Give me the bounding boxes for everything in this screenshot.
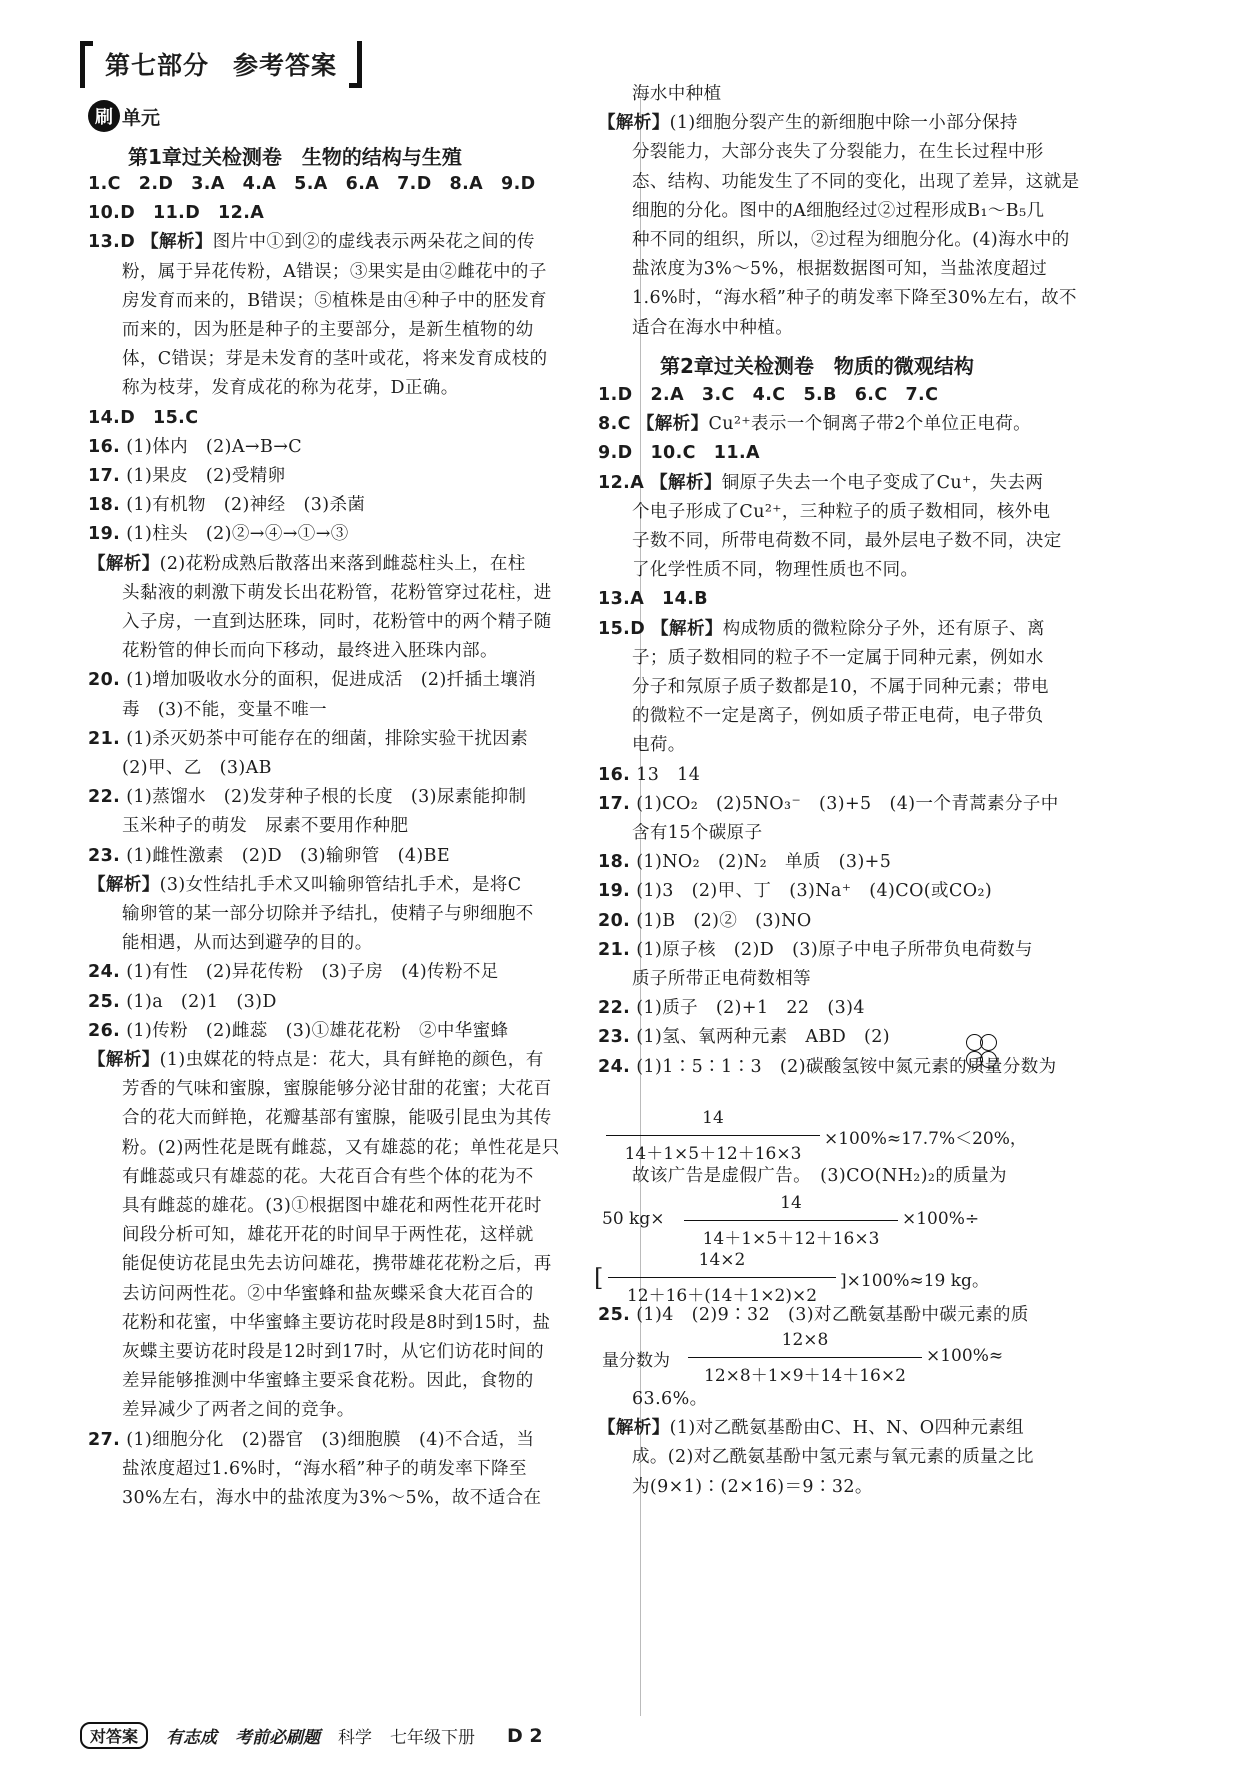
answer-line [122, 1455, 527, 1480]
molecule-diagram-icon [962, 1032, 1002, 1074]
answer-line [88, 462, 286, 487]
answer-line [122, 1134, 560, 1159]
formula-lead: 量分数为 [602, 1351, 670, 1371]
line-text: (1)体内 (2)A→B→C [126, 436, 303, 457]
line-text: 海水中种植 [632, 84, 722, 104]
numerator: 12×8 [781, 1330, 829, 1350]
formula-tail: ×100%≈ [926, 1346, 1004, 1366]
line-text: (1)有性 (2)异花传粉 (3)子房 (4)传粉不足 [126, 962, 499, 983]
line-text: (1)虫媒花的特点是：花大，具有鲜艳的颜色，有 [159, 1050, 544, 1070]
answer-line [598, 410, 1031, 435]
footer-brand: 有志成 [166, 1728, 218, 1748]
line-text: 含有15个碳原子 [632, 823, 763, 843]
question-number: 20. [88, 670, 121, 691]
answer-line [122, 1484, 541, 1509]
answer-line [632, 1385, 708, 1410]
formula-bracket: [ [594, 1264, 604, 1292]
line-text: 花粉管的伸长而向下移动，最终进入胚珠内部。 [122, 641, 498, 662]
answer-line [632, 819, 762, 844]
footer-subject: 科学 [338, 1728, 373, 1748]
line-text: (2)甲、乙 (3)AB [122, 758, 272, 778]
analysis-tag: 【解析】 [598, 113, 670, 134]
answer-line [122, 1396, 355, 1421]
analysis-tag: 【解析】 [141, 232, 213, 253]
line-text: 铜原子失去一个电子变成了Cu⁺，失去两 [721, 472, 1044, 493]
section-label: 第七部分 [105, 51, 210, 80]
question-number: 12.A [598, 472, 645, 493]
answer-line [598, 761, 700, 786]
line-text: 故该广告是虚假广告。 (3)CO(NH₂)₂的质量为 [632, 1166, 1007, 1186]
badge-circle: 刷 [88, 100, 120, 132]
answer-line [598, 469, 1043, 494]
numerator: 14 [780, 1193, 802, 1213]
analysis-tag: 【解析】 [88, 553, 160, 574]
line-text: 1.C 2.D 3.A 4.A 5.A 6.A 7.D 8.A 9.D [88, 174, 536, 194]
line-text: 能促使访花昆虫先去访问雄花，携带雄花花粉之后，再 [122, 1254, 552, 1275]
line-text: 入子房，一直到达胚珠，同时，花粉管中的两个精子随 [122, 612, 552, 632]
answer-line [598, 790, 1059, 815]
line-text: 为(9×1)∶(2×16)＝9∶32。 [632, 1476, 873, 1497]
footer-logo: 对答案 [80, 1722, 148, 1749]
answer-line [88, 404, 198, 429]
line-text: 毒 (3)不能，变量不唯一 [122, 699, 327, 720]
footer [80, 1722, 543, 1749]
line-text: 成。(2)对乙酰氨基酚中氢元素与氧元素的质量之比 [632, 1447, 1034, 1468]
section-title: 参考答案 [233, 51, 338, 80]
answer-line [88, 1426, 534, 1451]
answer-line [598, 1023, 890, 1048]
line-text: 而来的，因为胚是种子的主要部分，是新生植物的幼 [122, 320, 534, 340]
answer-line [88, 958, 499, 983]
line-text: 质子所带正电荷数相等 [632, 969, 811, 989]
answer-line [598, 109, 1018, 134]
line-text: 个电子形成了Cu²⁺，三种粒子的质子数相同，核外电 [632, 501, 1051, 522]
answer-line [88, 1017, 508, 1042]
line-text: (1)CO₂ (2)5NO₃⁻ (3)+5 (4)一个青蒿素分子中 [636, 793, 1059, 814]
line-text: 盐浓度超过1.6%时，“海水稻”种子的萌发率下降至 [122, 1458, 527, 1479]
answer-line [122, 608, 552, 633]
answer-line [632, 556, 918, 581]
answer-line [632, 80, 722, 105]
answer-line [122, 374, 459, 399]
question-number: 15.D [598, 618, 646, 639]
answer-line [632, 314, 793, 339]
line-text: 输卵管的某一部分切除并予结扎，使精子与卵细胞不 [122, 904, 534, 924]
question-number: 13.D [88, 232, 136, 253]
line-text: (1)果皮 (2)受精卵 [126, 466, 286, 486]
answer-line [122, 812, 408, 837]
line-text: 差异减少了两者之间的竞争。 [122, 1400, 355, 1421]
line-text: (1)3 (2)甲、丁 (3)Na⁺ (4)CO(或CO₂) [636, 881, 993, 902]
line-text: 细胞的分化。图中的A细胞经过②过程形成B₁～B₅几 [632, 200, 1045, 221]
fraction-bar [606, 1135, 820, 1136]
footer-series: 考前必刷题 [235, 1728, 321, 1748]
line-text: 的微粒不一定是离子，例如质子带正电荷，电子带负 [632, 706, 1044, 727]
answer-line [122, 1163, 534, 1188]
question-number: 17. [88, 466, 121, 486]
formula-tail: ×100%≈17.7%＜20%， [824, 1129, 1027, 1149]
question-number: 18. [88, 495, 121, 516]
line-text: 头黏液的刺激下萌发长出花粉管，花粉管穿过花柱，进 [122, 582, 552, 603]
line-text: 10.D 11.D 12.A [88, 203, 265, 224]
answer-line [632, 498, 1050, 523]
answer-line [88, 228, 535, 253]
analysis-tag: 【解析】 [598, 1418, 670, 1439]
line-text: (1)传粉 (2)雌蕊 (3)①雄花花粉 ②中华蜜蜂 [126, 1020, 509, 1041]
analysis-tag: 【解析】 [651, 618, 723, 639]
answer-line [88, 170, 536, 195]
section-header [80, 40, 362, 88]
question-number: 25. [598, 1305, 631, 1325]
line-text: 9.D 10.C 11.A [598, 443, 760, 464]
question-number: 23. [598, 1027, 631, 1048]
answer-line [632, 138, 1044, 163]
line-text: 1.D 2.A 3.C 4.C 5.B 6.C 7.C [598, 385, 939, 405]
line-text: 子数不同，所带电荷数不同，最外层电子数不同，决定 [632, 531, 1062, 551]
line-text: 分子和氖原子质子数都是10，不属于同种元素；带电 [632, 677, 1049, 697]
line-text: 分裂能力，大部分丧失了分裂能力，在生长过程中形 [632, 142, 1044, 163]
question-number: 24. [598, 1056, 631, 1077]
answer-line [88, 988, 277, 1013]
line-text: 1.6%时，“海水稻”种子的萌发率下降至30%左右，故不 [632, 288, 1077, 309]
question-number: 22. [88, 787, 121, 808]
denominator: 12×8＋1×9＋14＋16×2 [704, 1366, 906, 1386]
question-number: 20. [598, 910, 631, 931]
question-number: 22. [598, 998, 631, 1019]
line-text: 了化学性质不同，物理性质也不同。 [632, 560, 919, 581]
question-number: 25. [88, 991, 121, 1012]
answer-line [632, 731, 686, 756]
question-number: 16. [598, 764, 631, 785]
question-number: 21. [598, 939, 631, 960]
line-text: 子；质子数相同的粒子不一定属于同种元素，例如水 [632, 647, 1044, 668]
answer-line [122, 1192, 542, 1217]
analysis-tag: 【解析】 [650, 472, 722, 493]
answer-line [632, 255, 1047, 280]
answer-line [88, 520, 349, 545]
line-text: (1)细胞分裂产生的新细胞中除一小部分保持 [669, 113, 1018, 134]
fraction-bar [684, 1220, 898, 1221]
answer-line [88, 666, 536, 691]
line-text: 种不同的组织，所以，②过程为细胞分化。(4)海水中的 [632, 230, 1070, 250]
answer-line [598, 585, 708, 610]
answer-line [122, 900, 534, 925]
answer-line [632, 284, 1077, 309]
answer-line [598, 994, 865, 1019]
answer-line [122, 1104, 552, 1129]
line-text: (1)NO₂ (2)N₂ 单质 (3)+5 [636, 852, 892, 873]
line-text: (1)细胞分化 (2)器官 (3)细胞膜 (4)不合适，当 [126, 1429, 535, 1450]
denominator: 12＋16＋(14＋1×2)×2 [626, 1286, 818, 1306]
answer-line [598, 1301, 1029, 1326]
line-text: 粉，属于异花传粉，A错误；③果实是由②雌花中的子 [122, 261, 547, 282]
answer-line [632, 644, 1044, 669]
formula-lead: 50 kg× [602, 1209, 665, 1229]
answer-line [88, 433, 302, 458]
answer-line [122, 696, 327, 721]
line-text: 差异能够推测中华蜜蜂主要采食花粉。因此，食物的 [122, 1371, 534, 1392]
line-text: (1)a (2)1 (3)D [126, 991, 277, 1012]
line-text: 30%左右，海水中的盐浓度为3%～5%，故不适合在 [122, 1488, 542, 1508]
line-text: 构成物质的微粒除分子外，还有原子、离 [722, 618, 1045, 639]
answer-line [632, 168, 1080, 193]
line-text: 玉米种子的萌发 尿素不要用作种肥 [122, 816, 409, 837]
line-text: (3)女性结扎手术又叫输卵管结扎手术，是将C [159, 874, 522, 895]
line-text: 态、结构、功能发生了不同的变化，出现了差异，这就是 [632, 171, 1080, 192]
formula-tail: ×100%÷ [902, 1209, 980, 1229]
answer-line [598, 877, 992, 902]
answer-line [122, 1309, 550, 1334]
line-text: (2)花粉成熟后散落出来落到雌蕊柱头上，在柱 [159, 553, 526, 574]
answer-line [598, 439, 760, 464]
footer-grade: 七年级下册 [390, 1728, 476, 1748]
answer-line [122, 258, 547, 283]
line-text: 盐浓度为3%～5%，根据数据图可知，当盐浓度超过 [632, 259, 1048, 280]
line-text: 房发育而来的，B错误；⑤植株是由④种子中的胚发育 [122, 290, 547, 311]
answer-line [122, 929, 373, 954]
line-text: (1)原子核 (2)D (3)原子中电子所带负电荷数与 [636, 939, 1033, 960]
answer-line [122, 754, 272, 779]
formula-tail: ]×100%≈19 kg。 [840, 1271, 989, 1291]
numerator: 14 [702, 1108, 724, 1128]
line-text: 花粉和花蜜，中华蜜蜂主要访花时段是8时到15时，盐 [122, 1312, 551, 1333]
denominator: 14＋1×5＋12＋16×3 [624, 1144, 802, 1164]
line-text: (1)质子 (2)+1 22 (3)4 [636, 998, 865, 1019]
answer-line [88, 725, 528, 750]
answer-line [88, 491, 365, 516]
answer-line [122, 1075, 552, 1100]
line-text: (1)杀灭奶茶中可能存在的细菌，排除实验干扰因素 [126, 728, 529, 749]
answer-line [598, 381, 938, 406]
answer-line [122, 1338, 544, 1363]
answer-line [122, 579, 552, 604]
question-number: 8.C [598, 414, 631, 435]
line-text: 合的花大而鲜艳，花瓣基部有蜜腺，能吸引昆虫为其传 [122, 1108, 552, 1129]
question-number: 21. [88, 728, 121, 749]
line-text: 灰蝶主要访花时段是12时到17时，从它们访花时间的 [122, 1342, 545, 1362]
fraction-bar [688, 1357, 922, 1358]
answer-line [88, 783, 526, 808]
question-number: 18. [598, 852, 631, 873]
answer-line [88, 550, 526, 575]
question-number: 26. [88, 1020, 121, 1041]
question-number: 19. [598, 881, 631, 902]
line-text: (1)氢、氧两种元素 ABD (2) [636, 1027, 891, 1048]
analysis-tag: 【解析】 [636, 414, 709, 435]
line-text: 63.6%。 [632, 1389, 708, 1409]
answer-line [122, 1367, 534, 1392]
line-text: 电荷。 [632, 735, 686, 756]
line-text: (1)有机物 (2)神经 (3)杀菌 [126, 495, 366, 516]
question-number: 17. [598, 793, 631, 814]
question-number: 16. [88, 436, 121, 457]
page-number: D 2 [507, 1724, 543, 1747]
answer-line [88, 1046, 544, 1071]
answer-line [598, 848, 891, 873]
answer-line [632, 1162, 1007, 1187]
line-text: 粉。(2)两性花是既有雌蕊，又有雄蕊的花；单性花是只 [122, 1137, 560, 1158]
question-number: 27. [88, 1429, 121, 1450]
question-number: 24. [88, 962, 121, 983]
line-text: 13 14 [636, 764, 701, 785]
unit-badge [88, 98, 160, 134]
line-text: (1)4 (2)9∶32 (3)对乙酰氨基酚中碳元素的质 [636, 1305, 1029, 1325]
answer-line [88, 871, 522, 896]
analysis-tag: 【解析】 [88, 874, 160, 895]
line-text: 体，C错误；芽是未发育的茎叶或花，将来发育成枝的 [122, 349, 548, 370]
line-text: (1)B (2)② (3)NO [636, 910, 812, 931]
line-text: 间段分析可知，雄花开花的时间早于两性花，这样就 [122, 1225, 534, 1246]
answer-line [598, 907, 812, 932]
line-text: 具有雌蕊的雄花。(3)①根据图中雄花和两性花开花时 [122, 1196, 542, 1216]
line-text: 能相遇，从而达到避孕的目的。 [122, 933, 373, 954]
chapter1-title: 第1章过关检测卷 生物的结构与生殖 [128, 145, 462, 169]
answer-line [632, 527, 1062, 552]
question-number: 23. [88, 845, 121, 866]
answer-line [632, 673, 1049, 698]
answer-line [632, 226, 1070, 251]
header-bracket-left [80, 41, 93, 88]
denominator: 14＋1×5＋12＋16×3 [702, 1229, 880, 1249]
line-text: Cu²⁺表示一个铜离子带2个单位正电荷。 [708, 414, 1032, 435]
line-text: (1)蒸馏水 (2)发芽种子根的长度 (3)尿素能抑制 [126, 787, 527, 808]
answer-line [598, 615, 1045, 640]
badge-text: 单元 [122, 106, 161, 129]
answer-line [122, 1280, 534, 1305]
line-text: 13.A 14.B [598, 589, 708, 610]
answer-line [122, 637, 498, 662]
answer-line [122, 1250, 552, 1275]
line-text: 去访问两性花。②中华蜜蜂和盐灰蝶采食大花百合的 [122, 1283, 534, 1304]
answer-line [632, 702, 1044, 727]
analysis-tag: 【解析】 [88, 1050, 160, 1070]
line-text: 有雌蕊或只有雄蕊的花。大花百合有些个体的花为不 [122, 1166, 534, 1187]
answer-line [88, 842, 450, 867]
answer-line [122, 345, 548, 370]
answer-line [88, 199, 264, 224]
answer-line [632, 197, 1044, 222]
line-text: 适合在海水中种植。 [632, 317, 794, 338]
answer-line [122, 1221, 534, 1246]
answer-line [632, 1473, 873, 1498]
answer-line [122, 316, 534, 341]
numerator: 14×2 [698, 1250, 746, 1270]
line-text: 图片中①到②的虚线表示两朵花之间的传 [212, 232, 535, 253]
answer-line [122, 287, 547, 312]
line-text: (1)增加吸收水分的面积，促进成活 (2)扦插土壤消 [126, 670, 537, 691]
answer-line [598, 936, 1033, 961]
header-bracket-right [349, 41, 362, 88]
chapter2-title: 第2章过关检测卷 物质的微观结构 [660, 354, 974, 378]
line-text: (1)雌性激素 (2)D (3)输卵管 (4)BE [126, 845, 451, 866]
answer-line [632, 965, 811, 990]
fraction-bar [608, 1277, 836, 1278]
answer-line [598, 1414, 1024, 1439]
line-text: (1)对乙酰氨基酚由C、H、N、O四种元素组 [669, 1418, 1025, 1439]
line-text: (1)1∶5∶1∶3 (2)碳酸氢铵中氮元素的质量分数为 [636, 1056, 1057, 1077]
question-number: 19. [88, 524, 121, 545]
answer-line [632, 1443, 1034, 1468]
line-text: 14.D 15.C [88, 407, 199, 428]
line-text: 称为枝芽，发育成花的称为花芽，D正确。 [122, 378, 459, 399]
line-text: (1)柱头 (2)②→④→①→③ [126, 524, 349, 545]
line-text: 芳香的气味和蜜腺，蜜腺能够分泌甘甜的花蜜；大花百 [122, 1079, 552, 1100]
